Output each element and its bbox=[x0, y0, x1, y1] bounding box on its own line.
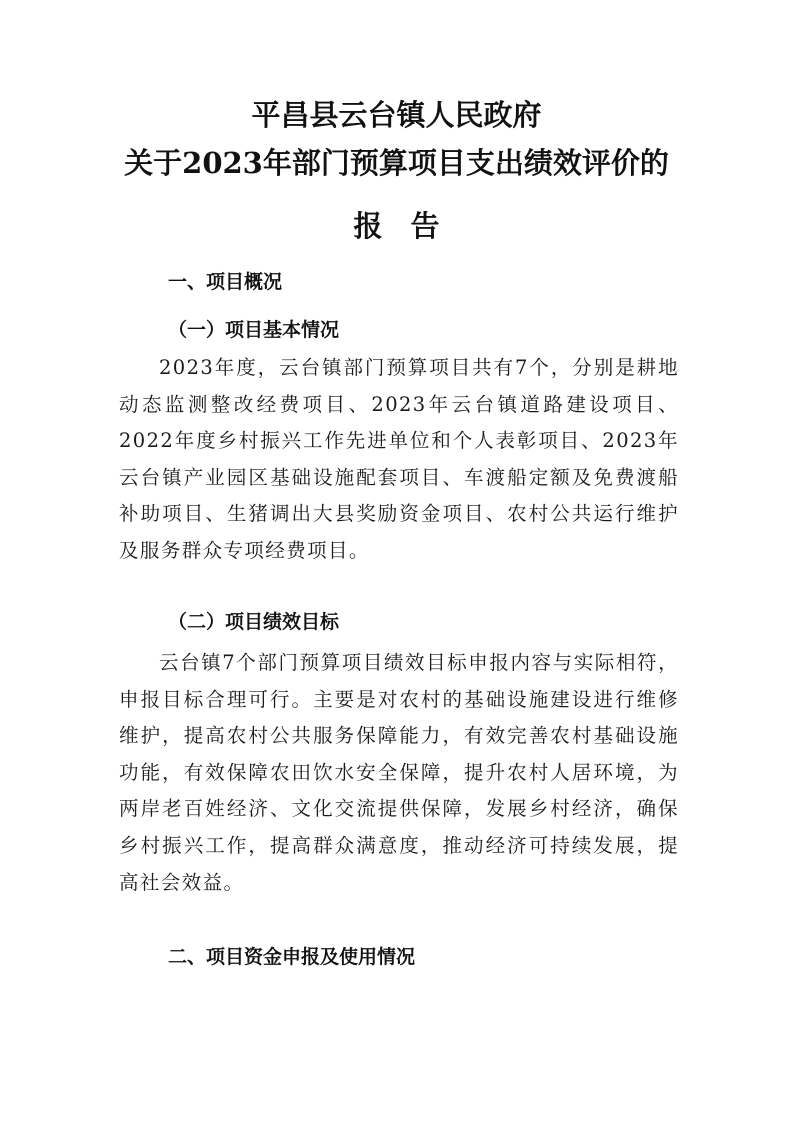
section-heading-project-overview: 一、项目概况 bbox=[168, 271, 283, 293]
subsection-heading-basic-info: （一）项目基本情况 bbox=[168, 319, 340, 341]
paragraph-basic-info: 2023年度，云台镇部门预算项目共有7个，分别是耕地动态监测整改经费项目、2023年云台镇道路建设项目、2022年度乡村振兴工作先进单位和个人表彰项目、2023年云台镇产业园区基础设施配套项目、车渡船定额及免费渡船补助项目、生猪调出大县奖励资金项目、农村公共运行维护及服务群众专项经费项目。 bbox=[119, 356, 679, 562]
document-title-line-2: 关于2023年部门预算项目支出绩效评价的 bbox=[124, 146, 669, 180]
document-title-line-1: 平昌县云台镇人民政府 bbox=[251, 98, 542, 132]
document-title-line-3: 报告 bbox=[353, 209, 468, 243]
subsection-heading-performance-goals: （二）项目绩效目标 bbox=[168, 611, 340, 633]
section-heading-funding-usage: 二、项目资金申报及使用情况 bbox=[168, 946, 416, 968]
paragraph-performance-goals: 云台镇7个部门预算项目绩效目标申报内容与实际相符，申报目标合理可行。主要是对农村的基础设施建设进行维修维护，提高农村公共服务保障能力，有效完善农村基础设施功能，有效保障农田饮水安全保障，提升农村人居环境，为两岸老百姓经济、文化交流提供保障，发展乡村经济，确保乡村振兴工作，提高群众满意度，推动经济可持续发展，提高社会效益。 bbox=[119, 651, 679, 894]
